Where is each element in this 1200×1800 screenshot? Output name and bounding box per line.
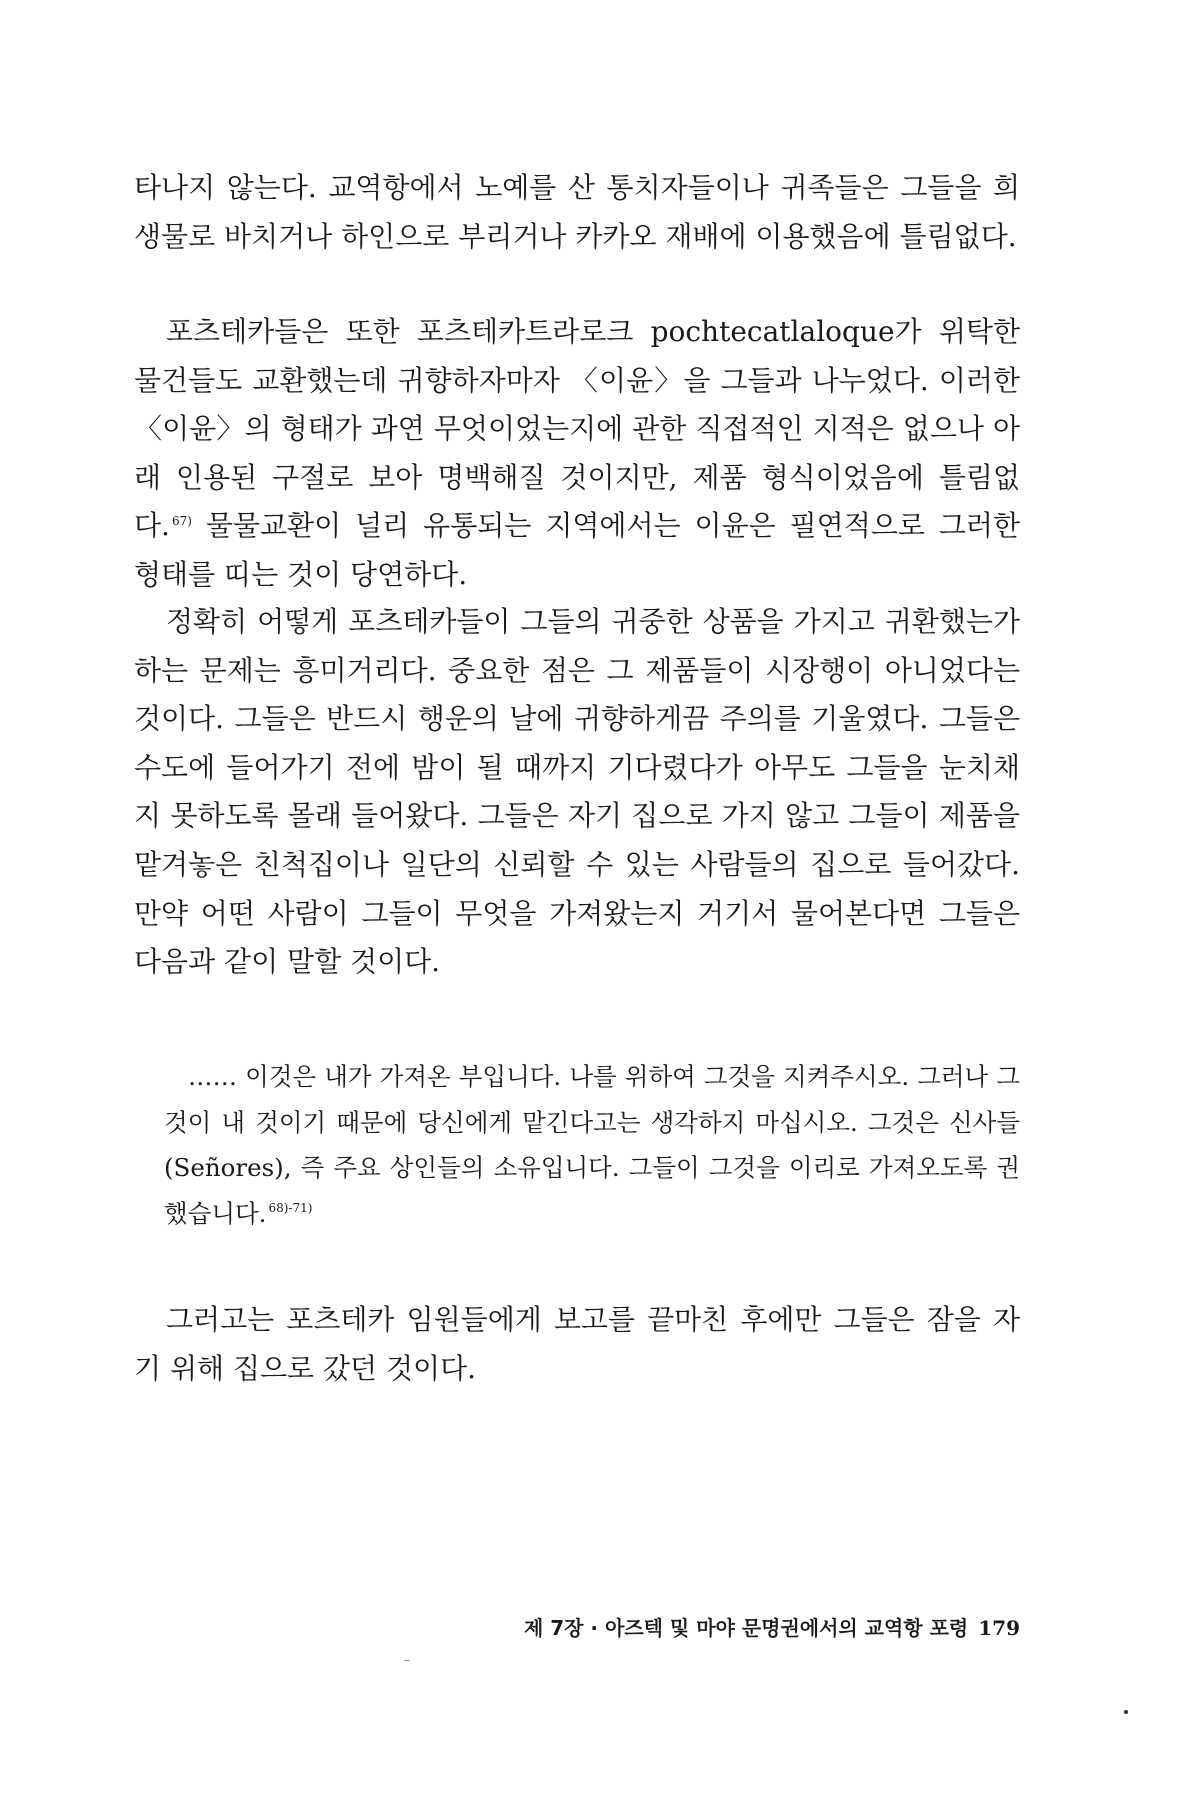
- running-footer: [404, 1613, 1020, 1643]
- page-number: 179: [978, 1616, 1020, 1640]
- print-mark: [404, 1660, 410, 1661]
- block-quote-text: …… 이것은 내가 가져온 부입니다. 나를 위하여 그것을 지켜주시오. 그러나 그것이 내 것이기 때문에 당신에게 맡긴다고는 생각하지 마십시오. 그것은 신사들(Señores), 즉 주요 상인들의 소유입니다. 그들이 그것을 이리로 가져오도록 권했습니다.: [164, 1062, 1020, 1228]
- paragraph-profit-text: 포츠테카들은 또한 포츠테카트라로크 pochtecatlaloque가 위탁한 물건들도 교환했는데 귀향하자마자 〈이윤〉을 그들과 나누었다. 이러한 〈이윤〉의 형태가 과연 무엇이었는지에 관한 직접적인 지적은 없으나 아래 인용된 구절로 보아 명백해질 것이지만, 제품 형식이었음에 틀림없다.: [134, 315, 1020, 543]
- paragraph-closing: 그러고는 포츠테카 임원들에게 보고를 끝마친 후에만 그들은 잠을 자기 위해 집으로 갔던 것이다.: [134, 1303, 1020, 1385]
- footnote-ref-67: 67): [171, 514, 192, 529]
- scan-speck: [1124, 1710, 1128, 1714]
- paragraph-profit-tail: 물물교환이 널리 유통되는 지역에서는 이윤은 필연적으로 그러한 형태를 띠는 것이 당연하다.: [134, 509, 1020, 591]
- paragraph-return: 정확히 어떻게 포츠테카들이 그들의 귀중한 상품을 가지고 귀환했는가 하는 문제는 흥미거리다. 중요한 점은 그 제품들이 시장행이 아니었다는 것이다. 그들은 반드시 행운의 날에 귀향하게끔 주의를 기울였다. 그들은 수도에 들어가기 전에 밤이 될 때까지 기다렸다가 아무도 그들을 눈치채지 못하도록 몰래 들어왔다. 그들은 자기 집으로 가지 않고 그들이 제품을 맡겨놓은 친척집이나 일단의 신뢰할 수 있는 사람들의 집으로 들어갔다. 만약 어떤 사람이 그들이 무엇을 가져왔는지 거기서 물어본다면 그들은 다음과 같이 말할 것이다.: [134, 605, 1020, 979]
- footnote-ref-68-71: 68)-71): [268, 1201, 313, 1216]
- paragraph-continuation: 타나지 않는다. 교역항에서 노예를 산 통치자들이나 귀족들은 그들을 희생물로 바치거나 하인으로 부리거나 카카오 재배에 이용했음에 틀림없다.: [134, 171, 1020, 253]
- paragraph-profit: [134, 308, 1020, 600]
- block-quote: [164, 1054, 1020, 1236]
- chapter-title: 제 7장 · 아즈텍 및 마야 문명권에서의 교역항 포령: [523, 1616, 969, 1640]
